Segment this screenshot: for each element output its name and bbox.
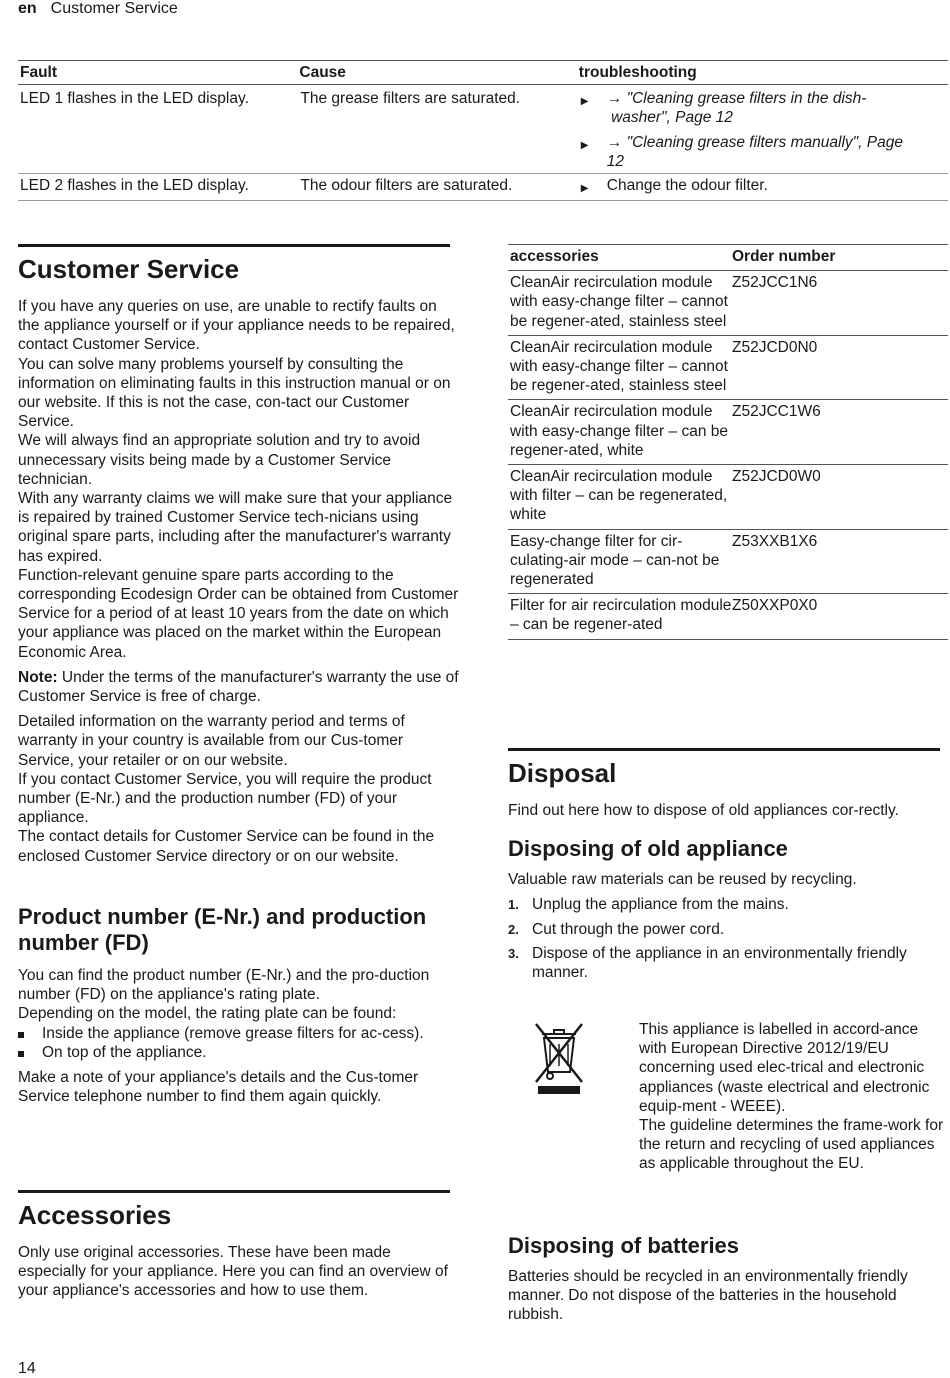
paragraph: Function-relevant genuine spare parts according to the corresponding Ecodesign Order can be obtained from Customer Service for a period of at least 10 years from the date on which your appliance was placed on the market within the European Economic Area.	[18, 566, 459, 661]
crossed-out-wheelie-bin-icon	[530, 1020, 588, 1096]
disposal-section	[508, 748, 944, 987]
subsection-title: Product number (E-Nr.) and production number (FD)	[18, 904, 427, 955]
section-rule	[18, 244, 450, 247]
order-number: Z53XXB1X6	[732, 532, 818, 550]
list-item: On top of the appliance.	[18, 1043, 461, 1062]
fault-cell: LED 1 flashes in the LED display.	[20, 90, 249, 107]
table-row	[18, 85, 948, 174]
language-code: en	[18, 0, 37, 17]
triangle-bullet-icon: ▶	[580, 183, 589, 194]
troubleshooting-cell	[579, 87, 948, 173]
accessories-table-header	[508, 244, 948, 271]
table-row	[508, 594, 948, 639]
list-item: 3. Dispose of the appliance in an environmentally friendly manner.	[508, 944, 907, 982]
accessory-name: Easy-change filter for cir-culating-air mode – can-not be regenerated	[510, 532, 720, 589]
paragraph: You can solve many problems yourself by consulting the information on eliminating faults in this instruction manual or on our website. If this is not the case, con-tact our Customer Service.	[18, 355, 451, 431]
col-header-fault: Fault	[20, 64, 58, 81]
disposal-steps	[508, 895, 944, 982]
table-row	[508, 530, 948, 595]
section-title: Disposal	[508, 758, 617, 788]
square-bullet-icon	[18, 1032, 24, 1038]
troubleshooting-step: Change the odour filter.	[606, 177, 768, 194]
cause-cell: The odour filters are saturated.	[300, 177, 513, 194]
paragraph: This appliance is labelled in accord-ance with European Directive 2012/19/EU concerning used elec-trical and electronic appliances (waste electrical and electronic equip-ment - WEEE).	[639, 1021, 930, 1115]
section-rule	[508, 748, 940, 751]
accessory-name: CleanAir recirculation module with easy-change filter – cannot be regener-ated, stainless steel	[510, 338, 728, 395]
fault-table	[18, 60, 948, 201]
col-header-troubleshooting: troubleshooting	[578, 64, 697, 81]
fault-cell: LED 2 flashes in the LED display.	[20, 177, 249, 194]
weee-text	[639, 1020, 944, 1174]
order-number: Z52JCD0W0	[732, 468, 821, 486]
cause-cell: The grease filters are saturated.	[300, 90, 521, 107]
customer-service-section	[18, 244, 461, 866]
troubleshooting-cell	[579, 174, 948, 200]
paragraph: Detailed information on the warranty period and terms of warranty in your country is available from our Cus-tomer Service, your retailer or on our website.	[18, 713, 405, 769]
batteries-section	[508, 1233, 944, 1325]
cross-reference-link[interactable]: → "Cleaning grease filters manually", Page 12	[606, 134, 903, 170]
order-number: Z50XXP0X0	[732, 597, 818, 615]
paragraph: You can find the product number (E-Nr.) and the pro-duction number (FD) on the appliance's rating plate.	[18, 967, 430, 1004]
fault-table-header	[18, 60, 948, 85]
accessory-name: CleanAir recirculation module with filter – can be regenerated, white	[510, 468, 728, 524]
col-header-accessories: accessories	[510, 248, 599, 265]
table-row	[508, 271, 948, 336]
paragraph: If you have any queries on use, are unable to rectify faults on the appliance yourself or if your appliance needs to be repaired, contact Customer Service.	[18, 298, 455, 354]
accessory-name: CleanAir recirculation module with easy-change filter – cannot be regener-ated, stainless steel	[510, 274, 728, 330]
order-number: Z52JCC1W6	[732, 403, 821, 421]
col-header-cause: Cause	[299, 64, 346, 81]
subsection-title: Disposing of old appliance	[508, 836, 788, 862]
page-header	[18, 0, 178, 18]
table-row	[508, 336, 948, 401]
header-section: Customer Service	[50, 0, 178, 17]
note-label: Note:	[18, 668, 58, 686]
note-text: Under the terms of the manufacturer's warranty the use of Customer Service is free of charge.	[18, 668, 459, 706]
paragraph: Valuable raw materials can be reused by recycling.	[508, 871, 857, 889]
cross-reference-link[interactable]: → "Cleaning grease filters in the dish- washer", Page 12	[606, 90, 867, 126]
paragraph: Depending on the model, the rating plate can be found:	[18, 1005, 397, 1023]
paragraph: Make a note of your appliance's details and the Cus-tomer Service telephone number to find them again quickly.	[18, 1069, 419, 1106]
paragraph: Batteries should be recycled in an environmentally friendly manner. Do not dispose of the batteries in the household rubbish.	[508, 1268, 908, 1324]
paragraph: The contact details for Customer Service can be found in the enclosed Customer Service directory or on our website.	[18, 828, 435, 865]
table-row	[508, 400, 948, 465]
paragraph: If you contact Customer Service, you will require the product number (E-Nr.) and the production number (FD) of your appliance.	[18, 770, 432, 827]
section-rule	[18, 1190, 450, 1193]
square-bullet-icon	[18, 1051, 24, 1057]
accessory-name: Filter for air recirculation module – can be regener-ated	[510, 597, 732, 634]
paragraph: We will always find an appropriate solution and try to avoid unnecessary visits being made by a Customer Service technician.	[18, 432, 421, 488]
order-number: Z52JCC1N6	[732, 274, 818, 292]
triangle-bullet-icon: ▶	[580, 96, 589, 107]
paragraph: The guideline determines the frame-work for the return and recycling of used appliances as applicable throughout the EU.	[639, 1117, 944, 1173]
accessories-table	[508, 244, 948, 640]
paragraph: Find out here how to dispose of old appliances cor-rectly.	[508, 802, 899, 819]
section-title: Accessories	[18, 1200, 172, 1230]
subsection-title: Disposing of batteries	[508, 1233, 740, 1258]
list-item: 1. Unplug the appliance from the mains.	[508, 896, 789, 914]
product-number-section	[18, 904, 461, 1106]
paragraph: With any warranty claims we will make sure that your appliance is repaired by trained Customer Service tech-nicians using original spare parts, including after the manufacturer's warranty has expired.	[18, 490, 453, 565]
list-item: 2. Cut through the power cord.	[508, 920, 725, 938]
accessory-name: CleanAir recirculation module with easy-change filter – can be regener-ated, white	[510, 403, 728, 459]
table-row	[508, 465, 948, 530]
triangle-bullet-icon: ▶	[580, 140, 589, 151]
page-number: 14	[18, 1360, 36, 1377]
section-title: Customer Service	[18, 254, 240, 284]
note-paragraph	[18, 668, 461, 706]
list-item: Inside the appliance (remove grease filters for ac-cess).	[18, 1024, 461, 1043]
paragraph: Only use original accessories. These have been made especially for your appliance. Here you can find an overview of your appliance's accessories and how to use them.	[18, 1244, 448, 1300]
accessories-section	[18, 1190, 461, 1301]
table-row	[18, 174, 948, 201]
col-header-order-number: Order number	[732, 248, 836, 265]
order-number: Z52JCD0N0	[732, 338, 818, 356]
